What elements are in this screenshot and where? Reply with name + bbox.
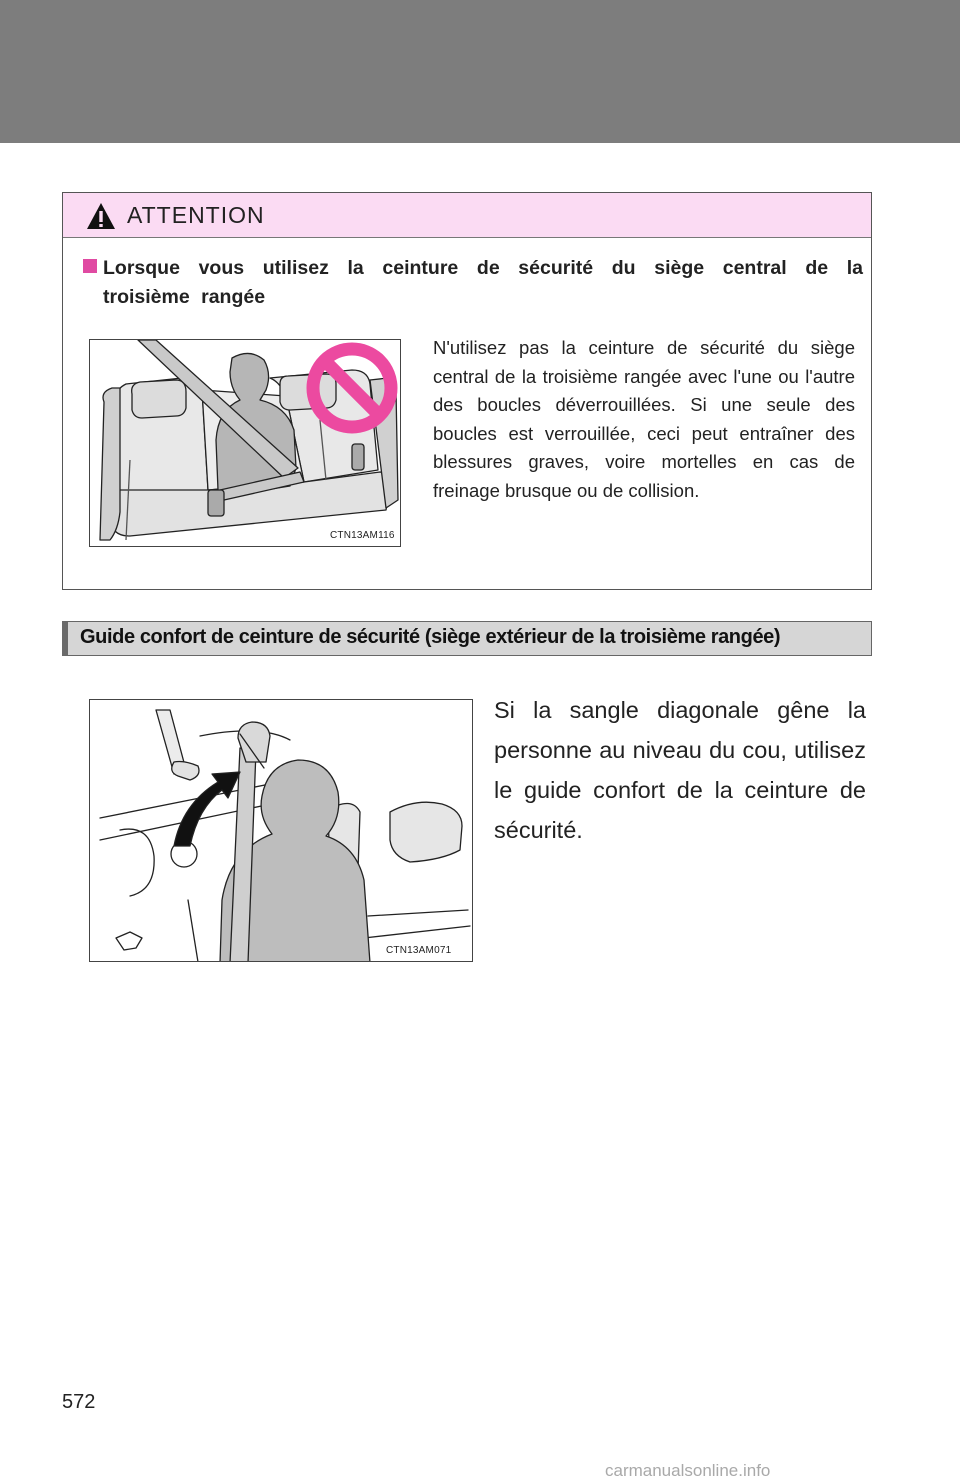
headrest-left: [132, 380, 186, 418]
direction-arrow: [174, 772, 240, 846]
watermark: carmanualsonline.info: [605, 1461, 771, 1480]
section-heading-text: Guide confort de ceinture de sécurité (siège extérieur de la troisième rangée): [80, 626, 781, 648]
page-header-band: [0, 0, 960, 143]
bullet-square-icon: [83, 259, 97, 273]
section-body-text: Si la sangle diagonale gêne la personne au niveau du cou, utilisez le guide confort de la ceinture de sécurité.: [494, 697, 866, 843]
attention-title: ATTENTION: [127, 202, 265, 228]
attention-box: [62, 192, 872, 590]
seat-belt-misuse-illustration: [89, 339, 401, 547]
seat-illustration-svg: [90, 340, 401, 547]
comfort-guide-illustration: [89, 699, 473, 962]
attention-header: [63, 193, 871, 238]
buckle-left: [208, 490, 224, 516]
comfort-guide-svg: [90, 700, 473, 962]
page-number: 572: [62, 1391, 96, 1413]
seat-side-left: [100, 388, 120, 540]
attention-body-text: N'utilisez pas la ceinture de sécurité du siège central de la troisième rangée avec l'une ou l'autre des boucles déverrouillées. Si une seule des boucles est verrouillée, ceci peut entraîner des blessures graves, voire mortelles en cas de freinage brusque ou de collision.: [433, 337, 855, 501]
buckle-right: [352, 444, 364, 470]
warning-triangle-icon: [85, 201, 117, 231]
seat-back-far: [390, 802, 462, 862]
figure-code: CTN13AM116: [330, 530, 395, 541]
section-heading: [62, 621, 872, 656]
attention-heading: Lorsque vous utilisez la ceinture de sécurité du siège central de la troisième rangée: [103, 257, 863, 308]
figure-code: CTN13AM071: [386, 945, 452, 956]
